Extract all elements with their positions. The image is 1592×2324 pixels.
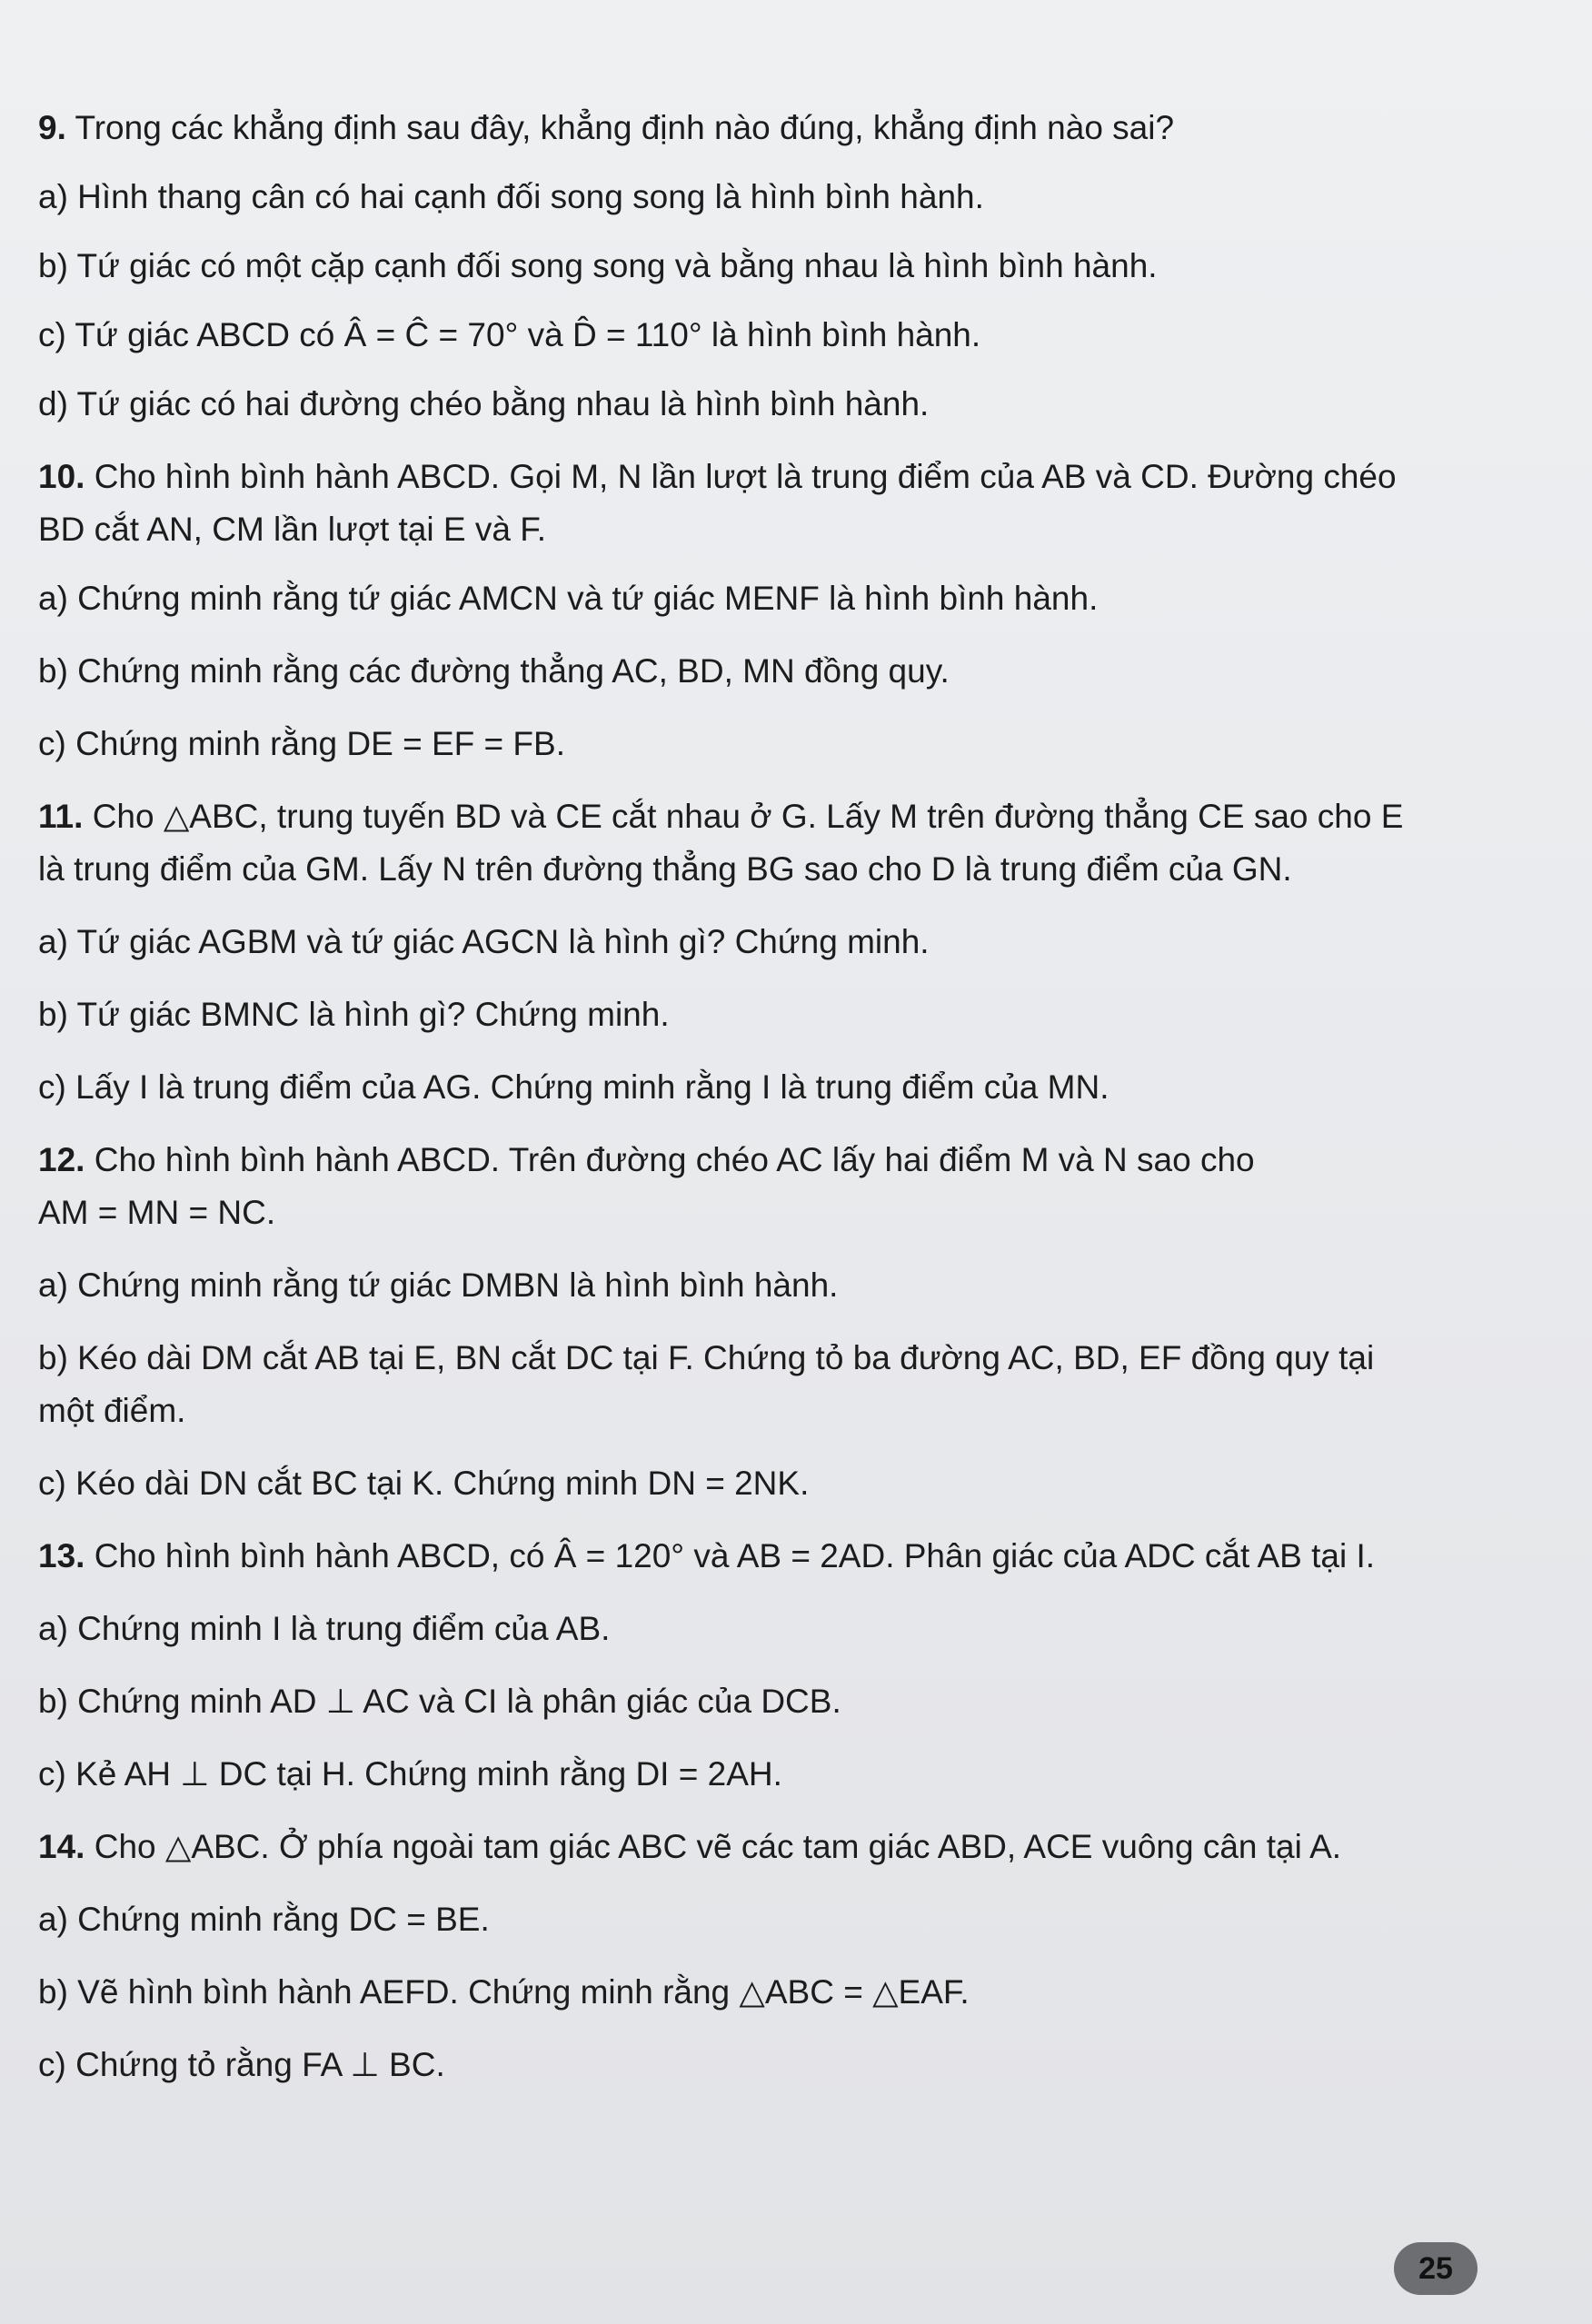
exercise-10-heading: 10. Cho hình bình hành ABCD. Gọi M, N lần lượt là trung điểm của AB và CD. Đường chéo — [38, 458, 1397, 495]
exercise-12-part-a: a) Chứng minh rằng tứ giác DMBN là hình bình hành. — [38, 1266, 839, 1304]
exercise-11-part-b: b) Tứ giác BMNC là hình gì? Chứng minh. — [38, 996, 670, 1033]
exercise-10-part-a: a) Chứng minh rằng tứ giác AMCN và tứ giác MENF là hình bình hành. — [38, 580, 1099, 617]
exercise-11-part-c: c) Lấy I là trung điểm của AG. Chứng minh rằng I là trung điểm của MN. — [38, 1068, 1109, 1106]
exercise-9-heading: 9. Trong các khẳng định sau đây, khẳng định nào đúng, khẳng định nào sai? — [38, 109, 1175, 146]
exercise-9-part-c: c) Tứ giác ABCD có Â = Ĉ = 70° và D̂ = 110° là hình bình hành. — [38, 316, 981, 353]
exercise-9-part-a: a) Hình thang cân có hai cạnh đối song song là hình bình hành. — [38, 178, 984, 215]
exercise-12-heading: 12. Cho hình bình hành ABCD. Trên đường chéo AC lấy hai điểm M và N sao cho — [38, 1141, 1255, 1178]
exercise-13-part-b: b) Chứng minh AD ⊥ AC và CI là phân giác của DCB. — [38, 1683, 841, 1720]
page-number-badge: 25 — [1394, 2242, 1478, 2295]
exercise-list — [38, 107, 1528, 2086]
exercise-11-heading-line-2: là trung điểm của GM. Lấy N trên đường thẳng BG sao cho D là trung điểm của GN. — [38, 850, 1292, 888]
exercise-14-part-b: b) Vẽ hình bình hành AEFD. Chứng minh rằng △ABC = △EAF. — [38, 1973, 970, 2011]
exercise-12-part-c: c) Kéo dài DN cắt BC tại K. Chứng minh DN = 2NK. — [38, 1465, 810, 1502]
exercise-10-part-b: b) Chứng minh rằng các đường thẳng AC, BD, MN đồng quy. — [38, 652, 950, 690]
exercise-9-part-d: d) Tứ giác có hai đường chéo bằng nhau là hình bình hành. — [38, 385, 930, 422]
exercise-11-heading: 11. Cho △ABC, trung tuyến BD và CE cắt nhau ở G. Lấy M trên đường thẳng CE sao cho E — [38, 798, 1404, 835]
exercise-11-part-a: a) Tứ giác AGBM và tứ giác AGCN là hình gì? Chứng minh. — [38, 923, 930, 960]
exercise-14-part-c: c) Chứng tỏ rằng FA ⊥ BC. — [38, 2046, 445, 2083]
exercise-13-part-a: a) Chứng minh I là trung điểm của AB. — [38, 1610, 611, 1647]
exercise-12-part-b: b) Kéo dài DM cắt AB tại E, BN cắt DC tại F. Chứng tỏ ba đường AC, BD, EF đồng quy tại — [38, 1339, 1375, 1376]
exercise-12-heading-line-2: AM = MN = NC. — [38, 1194, 276, 1231]
exercise-14-heading: 14. Cho △ABC. Ở phía ngoài tam giác ABC vẽ các tam giác ABD, ACE vuông cân tại A. — [38, 1828, 1342, 1865]
exercise-10-heading-line-2: BD cắt AN, CM lần lượt tại E và F. — [38, 511, 546, 548]
exercise-9-part-b: b) Tứ giác có một cặp cạnh đối song song và bằng nhau là hình bình hành. — [38, 247, 1158, 284]
exercise-10-part-c: c) Chứng minh rằng DE = EF = FB. — [38, 725, 565, 762]
exercise-13-part-c: c) Kẻ AH ⊥ DC tại H. Chứng minh rằng DI = 2AH. — [38, 1755, 782, 1793]
exercise-12-part-b-line-2: một điểm. — [38, 1392, 186, 1429]
exercise-14-part-a: a) Chứng minh rằng DC = BE. — [38, 1901, 490, 1938]
exercise-13-heading: 13. Cho hình bình hành ABCD, có Â = 120° và AB = 2AD. Phân giác của ADC cắt AB tại I. — [38, 1537, 1376, 1574]
